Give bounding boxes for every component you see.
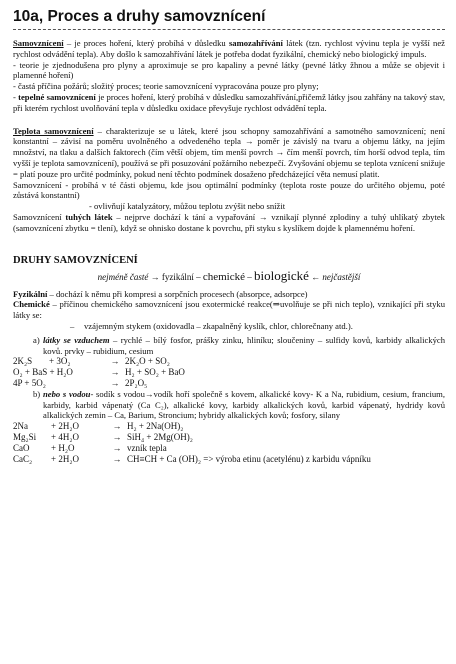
heading-druhy: DRUHY SAMOVZNÍCENÍ	[13, 254, 138, 266]
mutual-contact-text: vzájemným stykem (oxidovadla – zkapalněný kyslík, chlor, chlorečnany atd.).	[84, 320, 353, 331]
term-chemicke: Chemické	[13, 299, 50, 310]
reactant-2: + 2H₂O	[51, 453, 79, 464]
reaction-product: SiH₄ + 2Mg(OH)₂	[127, 431, 193, 442]
bullet-theory: - teorie je zjednodušena pro plyny a aproximuje se pro kapaliny a pevné látky (pevné látky žhnou a může se objevit i plamenné hoření)	[13, 59, 445, 81]
reactant-1: 4P + 5O₂	[13, 377, 46, 388]
solids-paragraph	[13, 212, 445, 234]
term-voda: nebo s vodou	[43, 388, 91, 399]
frequency-scale	[13, 268, 445, 284]
term-fyzikalni: Fyzikální	[13, 288, 48, 299]
item-air	[13, 335, 445, 357]
reactant-2: + 2H₂O	[51, 421, 79, 432]
bullet-thermal-text: je proces hoření, který probíhá v důsledku samozahřívání,přičemž látky jsou zahřány na takový stav, při kterém rychlost uvolňování tepla v důsledku oxidace převyšuje rychlost odvádění tepla.	[13, 91, 445, 113]
dash-marker: –	[70, 320, 75, 331]
reactant-1: O₂ + BaS + H₂O	[13, 367, 73, 378]
samovzniceni-volume-line: Samovznícení - probíhá v té části objemu, kde jsou optimální podmínky (teplota roste pouze do určitého objemu, poté zůstává konstantní)	[13, 179, 445, 201]
definition-paragraph	[13, 38, 445, 60]
reactant-2: + 3O₂	[49, 356, 71, 367]
document-page	[13, 0, 445, 464]
physical-line	[13, 289, 445, 300]
page-title: 10a, Proces a druhy samovznícení	[13, 8, 266, 25]
reactant-1: 2Na	[13, 421, 28, 432]
term-samovzniceni: Samovznícení	[13, 38, 64, 48]
reactant-2: + 4H₂O	[51, 431, 79, 442]
reaction-product: vzník tepla	[127, 442, 167, 453]
reaction-arrow: →	[112, 453, 122, 464]
scale-chemical: chemické	[202, 270, 245, 283]
solids-text-c: – nejprve dochází k tání a vypařování → vznikají plynné zplodiny a tuhý uhlíkatý zbytek (samovznícení zbytku = tlení), když se ohnisko dostane k povrchu, při styku s kyslíkem dojde k plamennému hoření.	[13, 211, 445, 233]
definition-text-c: látek (tzn. rychlost vývinu tepla je vyšší než rychlost odvádění tepla). Aby došlo k samozahřívání látek je potřeba dodat fyzikální, chemický nebo biologický impuls.	[13, 38, 445, 59]
reactions-water	[13, 421, 445, 464]
reaction-row	[13, 367, 445, 378]
reaction-row	[13, 356, 445, 367]
reaction-arrow: →	[112, 421, 122, 432]
reactions-air	[13, 356, 445, 388]
term-samozahrivani: samozahřívání	[228, 38, 283, 48]
scale-physical: → fyzikální –	[148, 271, 203, 282]
bullet-thermal	[13, 92, 445, 114]
reactant-1: 2K₂S	[13, 356, 33, 367]
reactant-1: CaO	[13, 442, 30, 453]
chemical-line	[13, 299, 445, 321]
reaction-row	[13, 421, 445, 432]
title-divider	[13, 29, 445, 30]
catalyst-line: - ovlivňují katalyzátory, můžou teplotu zvýšit nebo snížit	[89, 201, 286, 212]
reaction-product: H₂ + 2Na(OH)₂	[127, 421, 184, 432]
reaction-row	[13, 443, 445, 454]
section-types	[13, 289, 445, 465]
item-b-marker: b)	[33, 388, 41, 399]
least-frequent-label: nejméně časté	[97, 271, 149, 282]
reactant-1: Mg₂Si	[13, 431, 37, 442]
most-frequent-label: nejčastější	[322, 271, 361, 282]
section-teplota	[13, 126, 445, 234]
mutual-contact-item	[13, 321, 445, 332]
item-water-text: - sodík s vodou→vodík hoří společně s kovem, alkalické kovy- K a Na, rubidium, cesium, francium, karbidy, karbid vápenatý (Ca C₂), alkalické kovy, karbidy alkalických kovů, karbid vápenatý, hydridy kovů alkalických zemin – Ca, Barium, Stroncium; hybridy alkalických kovů; fosfory, silany	[43, 388, 445, 421]
reaction-row	[13, 454, 445, 465]
reactant-2: + H₂O	[51, 442, 75, 453]
term-tuhe-latky: tuhých látek	[65, 211, 113, 222]
reaction-arrow: →	[110, 356, 120, 367]
reaction-row	[13, 432, 445, 443]
reaction-arrow: →	[110, 367, 120, 378]
scale-biological: biologické	[254, 267, 309, 283]
reaction-row	[13, 378, 445, 389]
physical-text: – dochází k němu při kompresi a sorpčních procesech (absorpce, adsorpce)	[47, 288, 308, 299]
bullet-dash: -	[13, 91, 19, 102]
term-teplota: Teplota samovznícení	[13, 125, 94, 136]
term-vzduch: látky se vzduchem	[43, 334, 110, 345]
item-a-marker: a)	[33, 334, 40, 345]
reaction-product: H₂ + SO₂ + BaO	[125, 367, 185, 378]
reactant-1: CaC₂	[13, 453, 33, 464]
reaction-arrow: →	[112, 442, 122, 453]
item-water	[13, 389, 445, 421]
term-thermal: tepelné samovznícení	[18, 91, 96, 102]
section-samovzniceni	[13, 38, 445, 114]
chemical-text: – příčinou chemického samovznícení jsou exotermické reakce(⇒uvolňuje se při nich teplo), vznikající při styku látky se:	[13, 299, 445, 321]
reaction-product: 2P₂O₅	[125, 377, 148, 388]
reaction-arrow: →	[112, 431, 122, 442]
reaction-arrow: →	[110, 377, 120, 388]
definition-text-a: – je proces hoření, který probíhá v důsledku	[63, 38, 229, 48]
reaction-product: CH≡CH + Ca (OH)₂ => výroba etinu (acetylénu) z karbidu vápníku	[127, 453, 371, 464]
item-air-text: – rychlé – bílý fosfor, prášky zinku, hliníku; sloučeniny – sulfidy kovů, karbidy alkalických kovů. prvky – rubidium, cesium	[43, 334, 446, 356]
teplota-text: – charakterizuje se u látek, které jsou schopny samozahřívání a samotného samovznícení; není konstantní – závisí na poměru uvolněného a odvedeného tepla → poměr je závislý na tvaru a objemu látky, na jejím množství, na tlaku a dalších faktorech (čím větší objem, tím menší povrch → čím menší povrch, tím horší odvod tepla, tím vyšší je teplota samovznícení), používá se při posuzování požárního nebezpečí. Zvyšování objemu se teplota vznícení snižuje = platí pouze pro určité podmínky, pokud není těchto podmínek dosaženo předcházející věta nemusí platit.	[13, 125, 445, 179]
scale-dash: –	[245, 271, 254, 282]
solids-text-a: Samovznícení	[13, 211, 66, 222]
bullet-cause: - častá příčina požárů; složitý proces; teorie samovznícení vypracována pouze pro plyny;	[13, 81, 319, 92]
teplota-paragraph	[13, 126, 445, 180]
reaction-product: 2K₂O + SO₂	[125, 356, 170, 367]
scale-arrow: ←	[308, 271, 323, 282]
